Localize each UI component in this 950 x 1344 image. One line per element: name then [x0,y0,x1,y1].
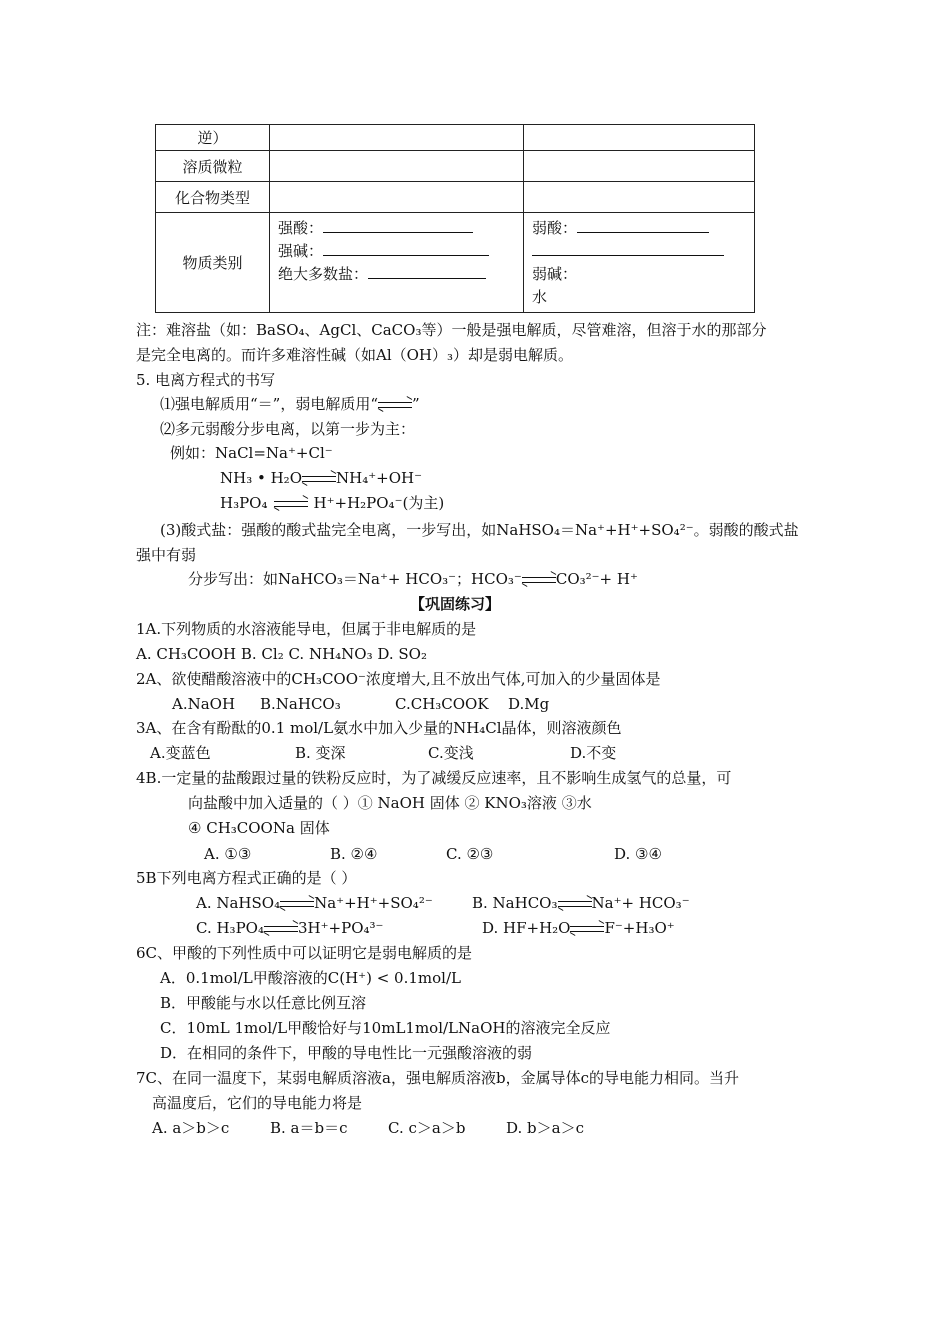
option-b: B. 变深 [295,744,346,762]
question-2: 2A、欲使醋酸溶液中的CH₃COO⁻浓度增大,且不放出气体,可加入的少量固体是 [136,670,661,688]
row-label: 逆） [156,125,270,151]
reversible-arrow-icon [274,499,308,509]
blank-line [368,264,486,279]
equation-left: A. NaHSO₄ [196,894,281,912]
strong-base-label: 强碱： [278,241,324,260]
question-4-line-2: 向盐酸中加入适量的（ ）① NaOH 固体 ② KNO₃溶液 ③水 [188,794,592,812]
option-a: A.NaOH [172,695,236,713]
strong-electrolyte-cell [270,213,524,313]
reversible-arrow-icon [522,575,556,585]
equation-right: F⁻+H₃O⁺ [604,919,675,937]
equation-left: 分步写出：如NaHCO₃＝Na⁺+ HCO₃⁻；HCO₃⁻ [188,570,522,588]
question-1-options: A. CH₃COOH B. Cl₂ C. NH₄NO₃ D. SO₂ [136,645,427,663]
option-d: D. b＞a＞c [506,1119,584,1137]
equation-right: Na⁺+ HCO₃⁻ [591,894,690,912]
option-b [472,893,690,913]
option-b: B．甲酸能与水以任意比例互溶 [160,994,367,1012]
note-line-1: 注：难溶盐（如：BaSO₄、AgCl、CaCO₃等）一般是强电解质，尽管难溶，但溶于水的那部分 [136,321,767,339]
reversible-arrow-icon [558,899,592,909]
example-label: 例如： [170,444,216,462]
blank-line [323,241,489,256]
table-cell [524,125,755,151]
reversible-arrow-icon [570,924,604,934]
option-b: B. ②④ [330,845,378,863]
salts-label: 绝大多数盐： [278,264,369,283]
weak-acid-label: 弱酸： [532,218,578,237]
rule-3-line-3 [188,569,638,589]
example-3 [220,493,444,513]
row-label: 溶质微粒 [156,151,270,182]
option-d: D.不变 [570,744,617,762]
reversible-arrow-icon [378,400,412,410]
reversible-arrow-icon [280,899,314,909]
option-b: B.NaHCO₃ [260,695,341,713]
table-cell [270,182,524,213]
option-d: D. ③④ [614,845,662,863]
option-c: C.CH₃COOK [395,695,489,713]
equation-left: B. NaHCO₃ [472,894,558,912]
option-c: C. ②③ [446,845,494,863]
example-2 [220,468,422,488]
weak-electrolyte-cell [524,213,755,313]
equation-right: NH₄⁺+OH⁻ [336,469,423,487]
strong-acid-label: 强酸： [278,218,324,237]
reversible-arrow-icon [264,924,298,934]
option-a: A.变蓝色 [150,744,211,762]
water-label: 水 [532,287,548,306]
rule-2: ⑵多元弱酸分步电离，以第一步为主： [160,420,416,438]
option-a: A. ①③ [204,845,252,863]
option-d: D．在相同的条件下，甲酸的导电性比一元强酸溶液的弱 [160,1044,533,1062]
question-4-line-3: ④ CH₃COONa 固体 [188,819,330,837]
option-c: C. c＞a＞b [388,1119,466,1137]
row-label: 物质类别 [156,213,270,313]
example-1 [170,443,333,463]
equation-right: 3H⁺+PO₄³⁻ [297,919,384,937]
option-a [196,893,433,913]
option-d: D.Mg [508,695,550,713]
table-cell [270,125,524,151]
question-7-line-2: 高温度后，它们的导电能力将是 [152,1094,363,1112]
rule-3-line-1: (3)酸式盐：强酸的酸式盐完全电离，一步写出，如NaHSO₄＝Na⁺+H⁺+SO₄²⁻。弱酸的酸式盐 [160,521,799,539]
table-cell [524,151,755,182]
table-cell [524,182,755,213]
table-cell [270,151,524,182]
rule-3-line-2: 强中有弱 [136,546,197,564]
option-a: A. a＞b＞c [152,1119,230,1137]
equation-right: H⁺+H₂PO₄⁻(为主) [313,494,445,512]
blank-line [532,241,724,256]
equation-left: D. HF+H₂O [482,919,571,937]
blank-line [323,218,473,233]
note-line-2: 是完全电离的。而许多难溶性碱（如Al（OH）₃）却是弱电解质。 [136,346,574,364]
option-c: C.变浅 [428,744,474,762]
option-c: C．10mL 1mol/L甲酸恰好与10mL1mol/LNaOH的溶液完全反应 [160,1019,611,1037]
electrolyte-table [155,124,755,313]
blank-line [577,218,709,233]
question-7-line-1: 7C、在同一温度下，某弱电解质溶液a，强电解质溶液b，金属导体c的导电能力相同。当升 [136,1069,739,1087]
question-3: 3A、在含有酚酞的0.1 mol/L氨水中加入少量的NH₄Cl晶体，则溶液颜色 [136,719,622,737]
question-5: 5B下列电离方程式正确的是（ ） [136,869,357,887]
option-a: A．0.1mol/L甲酸溶液的C(H⁺) < 0.1mol/L [160,969,461,987]
equation-left: C. H₃PO₄ [196,919,264,937]
equation-left: H₃PO₄ [220,494,268,512]
section-5-title: 5. 电离方程式的书写 [136,371,276,389]
option-b: B. a＝b＝c [270,1119,348,1137]
question-4-line-1: 4B.一定量的盐酸跟过量的铁粉反应时，为了减缓反应速率，且不影响生成氢气的总量，可 [136,769,732,787]
weak-base-label: 弱碱： [532,264,578,283]
practice-heading: 【巩固练习】 [410,595,501,613]
rule-1 [160,394,420,414]
equation-left: NH₃ • H₂O [220,469,302,487]
equation-right: CO₃²⁻+ H⁺ [555,570,638,588]
question-1: 1A.下列物质的水溶液能导电，但属于非电解质的是 [136,620,477,638]
reversible-arrow-icon [302,474,336,484]
option-d [482,918,675,938]
question-6: 6C、甲酸的下列性质中可以证明它是弱电解质的是 [136,944,473,962]
rule-1-end: ” [412,395,420,413]
option-c [196,918,383,938]
equation-nacl: NaCl=Na⁺+Cl⁻ [215,444,333,462]
rule-1-text: ⑴强电解质用“＝”，弱电解质用“ [160,395,379,413]
row-label: 化合物类型 [156,182,270,213]
equation-right: Na⁺+H⁺+SO₄²⁻ [314,894,433,912]
